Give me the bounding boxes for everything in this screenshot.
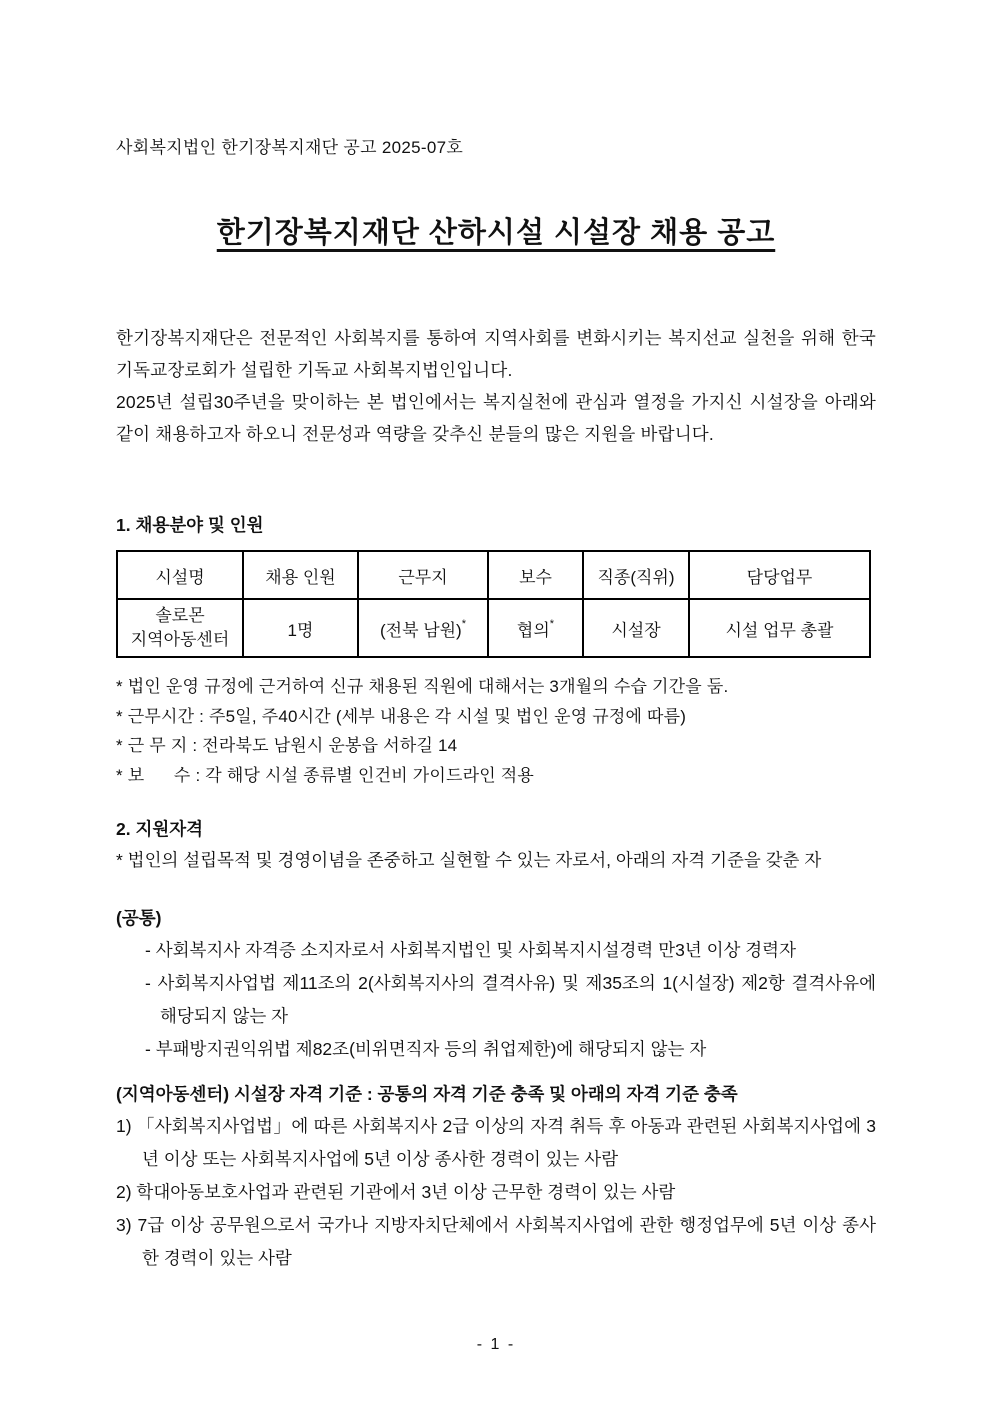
col-header-pay: 보수 <box>488 551 583 599</box>
center-qualifications-list <box>116 1110 876 1275</box>
center-item-2: 2) 학대아동보호사업과 관련된 기관에서 3년 이상 근무한 경력이 있는 사람 <box>116 1182 676 1202</box>
facility-name-line2: 지역아동센터 <box>130 630 230 649</box>
cell-duty: 시설 업무 총괄 <box>689 599 870 657</box>
intro-paragraph-2: 2025년 설립30주년을 맞이하는 본 법인에서는 복지실천에 관심과 열정을 가지신 시설장을 아래와 같이 채용하고자 하오니 전문성과 역량을 갖추신 분들의 많은 지원을 바랍니다. <box>116 392 876 444</box>
col-header-facility: 시설명 <box>117 551 243 599</box>
page-number: - 1 - <box>476 1336 516 1353</box>
note-probation: * 법인 운영 규정에 근거하여 신규 채용된 직원에 대해서는 3개월의 수습 기간을 둠. <box>116 677 729 696</box>
pay-asterisk: * <box>549 617 555 630</box>
location-text: (전북 남원) <box>379 620 462 640</box>
col-header-duty: 담당업무 <box>689 551 870 599</box>
intro-section <box>116 322 876 450</box>
location-asterisk: * <box>461 617 466 630</box>
common-item-1: - 사회복지사 자격증 소지자로서 사회복지법인 및 사회복지시설경력 만3년 이상 경력자 <box>145 940 796 960</box>
col-header-location: 근무지 <box>358 551 488 599</box>
qualification-note: * 법인의 설립목적 및 경영이념을 존중하고 실현할 수 있는 자로서, 아래의 자격 기준을 갖춘 자 <box>116 850 822 870</box>
title-row <box>116 210 876 256</box>
col-header-headcount: 채용 인원 <box>243 551 358 599</box>
note-pay: * 보 수 : 각 해당 시설 종류별 인건비 가이드라인 적용 <box>116 765 535 785</box>
note-working-hours: * 근무시간 : 주5일, 주40시간 (세부 내용은 각 시설 및 법인 운영 규정에 따름) <box>116 706 687 726</box>
table-row <box>117 599 870 657</box>
center-item-3: 3) 7급 이상 공무원으로서 국가나 지방자치단체에서 사회복지사업에 관한 행정업무에 5년 이상 종사한 경력이 있는 사람 <box>116 1215 876 1268</box>
section2-heading: 2. 지원자격 <box>116 819 204 839</box>
common-qualifications-heading: (공통) <box>116 908 162 928</box>
note-workplace: * 근 무 지 : 전라북도 남원시 운봉읍 서하길 14 <box>116 736 458 755</box>
section1-heading: 1. 채용분야 및 인원 <box>116 515 264 535</box>
intro-paragraph-1: 한기장복지재단은 전문적인 사회복지를 통하여 지역사회를 변화시키는 복지선교 실천을 위해 한국기독교장로회가 설립한 기독교 사회복지법인입니다. <box>116 328 876 380</box>
cell-facility <box>117 599 243 657</box>
common-qualifications-list <box>116 934 876 1066</box>
page-title: 한기장복지재단 산하시설 시설장 채용 공고 <box>216 217 776 249</box>
cell-headcount: 1명 <box>243 599 358 657</box>
center-item-1: 1) 「사회복지사업법」에 따른 사회복지사 2급 이상의 자격 취득 후 아동과 관련된 사회복지사업에 3년 이상 또는 사회복지사업에 5년 이상 종사한 경력이 있는 사람 <box>116 1116 876 1169</box>
cell-position: 시설장 <box>583 599 689 657</box>
cell-location <box>358 599 488 657</box>
col-header-position: 직종(직위) <box>583 551 689 599</box>
pay-text: 협의 <box>516 620 550 640</box>
cell-pay <box>488 599 583 657</box>
common-item-2: - 사회복지사업법 제11조의 2(사회복지사의 결격사유) 및 제35조의 1(시설장) 제2항 결격사유에 해당되지 않는 자 <box>145 973 876 1026</box>
center-qualifications-heading: (지역아동센터) 시설장 자격 기준 : 공통의 자격 기준 충족 및 아래의 자격 기준 충족 <box>116 1084 738 1104</box>
common-item-3: - 부패방지권익위법 제82조(비위면직자 등의 취업제한)에 해당되지 않는 자 <box>145 1039 707 1059</box>
doc-number: 사회복지법인 한기장복지재단 공고 2025-07호 <box>116 138 464 157</box>
table-notes <box>116 672 876 790</box>
table-header-row <box>117 551 870 599</box>
facility-name-line1: 솔로몬 <box>155 606 205 625</box>
recruitment-table <box>116 550 871 658</box>
